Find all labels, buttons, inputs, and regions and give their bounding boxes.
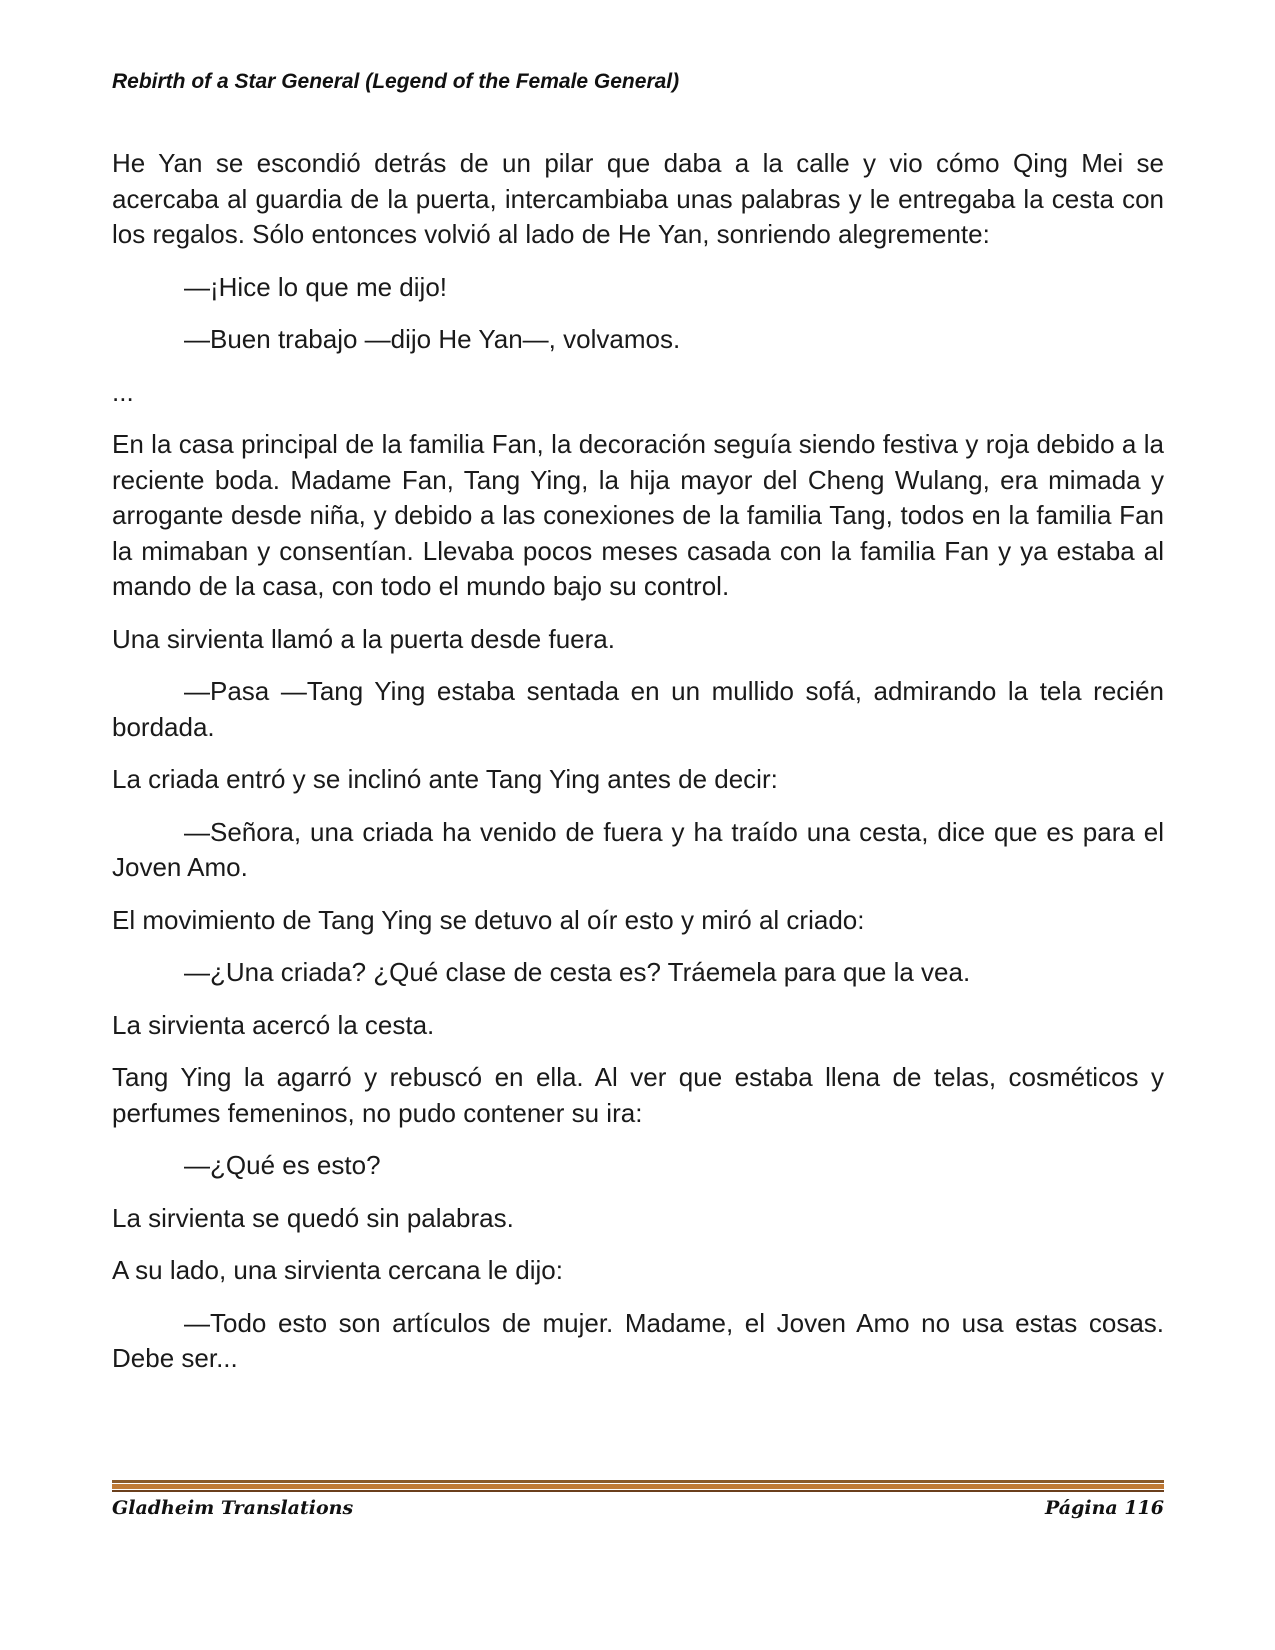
- paragraph: He Yan se escondió detrás de un pilar que daba a la calle y vio cómo Qing Mei se acercaba al guardia de la puerta, intercambiaba unas palabras y le entregaba la cesta con los regalos. Sólo entonces volvió al lado de He Yan, sonriendo alegremente:: [112, 148, 1164, 249]
- dialogue-line: —¿Una criada? ¿Qué clase de cesta es? Tráemela para que la vea.: [184, 957, 971, 987]
- paragraph: Tang Ying la agarró y rebuscó en ella. Al ver que estaba llena de telas, cosméticos y perfumes femeninos, no pudo contener su ira:: [112, 1062, 1164, 1128]
- document-body: [112, 146, 1164, 1394]
- paragraph: La sirvienta se quedó sin palabras.: [112, 1202, 514, 1233]
- paragraph: La criada entró y se inclinó ante Tang Ying antes de decir:: [112, 764, 778, 794]
- footer-divider-line-bottom: [112, 1490, 1164, 1492]
- footer-divider: [112, 1480, 1164, 1492]
- footer-divider-line-middle: [112, 1484, 1164, 1489]
- dialogue-line: —Pasa —Tang Ying estaba sentada en un mullido sofá, admirando la tela recién bordada.: [112, 676, 1164, 742]
- paragraph: En la casa principal de la familia Fan, la decoración seguía siendo festiva y roja debido a la reciente boda. Madame Fan, Tang Ying, la hija mayor del Cheng Wulang, era mimada y arrogante desde niña, y debido a las conexiones de la familia Tang, todos en la familia Fan la mimaban y consentían. Llevaba pocos meses casada con la familia Fan y ya estaba al mando de la casa, con todo el mundo bajo su control.: [112, 429, 1164, 601]
- dialogue-line: —¡Hice lo que me dijo!: [184, 271, 447, 302]
- paragraph: La sirvienta acercó la cesta.: [112, 1009, 435, 1040]
- dialogue-line: —Buen trabajo —dijo He Yan—, volvamos.: [184, 324, 681, 354]
- footer-page-number: Página 116: [1045, 1497, 1164, 1519]
- scene-break: ...: [112, 376, 134, 407]
- paragraph: Una sirvienta llamó a la puerta desde fuera.: [112, 623, 615, 654]
- dialogue-line: —Señora, una criada ha venido de fuera y ha traído una cesta, dice que es para el Joven Amo.: [112, 816, 1164, 882]
- dialogue-line: —Todo esto son artículos de mujer. Madame, el Joven Amo no usa estas cosas. Debe ser...: [112, 1307, 1164, 1373]
- paragraph: A su lado, una sirvienta cercana le dijo:: [112, 1255, 563, 1285]
- paragraph: El movimiento de Tang Ying se detuvo al oír esto y miró al criado:: [112, 904, 865, 935]
- page-header-title: Rebirth of a Star General (Legend of the Female General): [112, 70, 680, 93]
- footer-divider-line-top: [112, 1480, 1164, 1483]
- dialogue-line: —¿Qué es esto?: [184, 1150, 381, 1180]
- footer-translator-name: Gladheim Translations: [112, 1497, 354, 1519]
